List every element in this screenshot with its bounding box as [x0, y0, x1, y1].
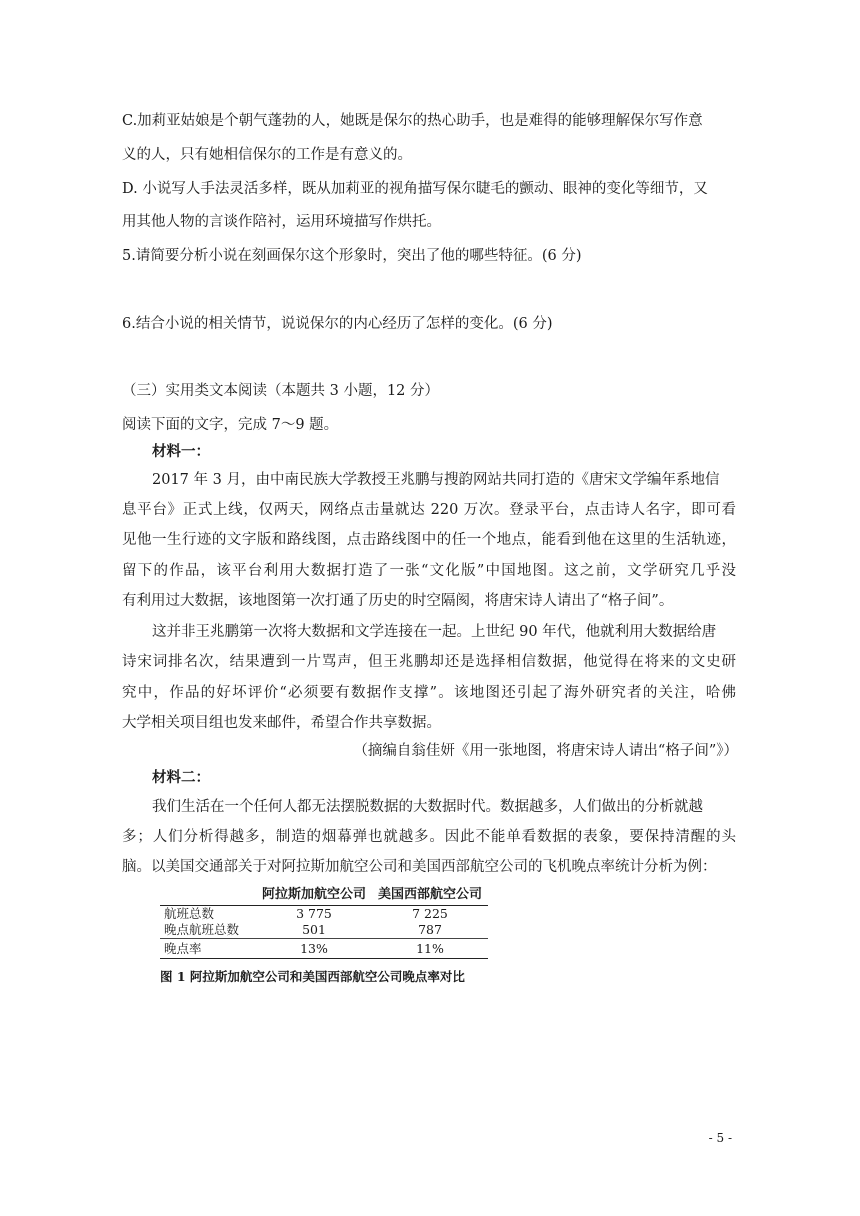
table-row [160, 939, 488, 959]
table-cell: 晚点航班总数 [164, 922, 240, 937]
material1-p1-line: 2017 年 3 月，由中南民族大学教授王兆鹏与搜韵网站共同打造的《唐宋文学编年系地信 [152, 472, 720, 488]
material1-p2-line: 这并非王兆鹏第一次将大数据和文学连接在一起。上世纪 90 年代，他就利用大数据给唐 [152, 624, 717, 640]
material2-p1-line: 脑。以美国交通部关于对阿拉斯加航空公司和美国西部航空公司的飞机晚点率统计分析为例： [122, 859, 717, 875]
section-title: （三）实用类文本阅读（本题共 3 小题，12 分） [122, 383, 440, 399]
table-row [160, 922, 488, 939]
table-cell: 晚点率 [160, 939, 256, 959]
table-cell: 航班总数 [164, 906, 215, 921]
table-cell: 3 775 [296, 906, 332, 921]
material1-p2-line: 大学相关项目组也发来邮件，希望合作共享数据。 [122, 715, 441, 731]
material1-p1-line: 留下的作品，该平台利用大数据打造了一张“文化版”中国地图。这之前，文学研究几乎没 [122, 563, 736, 579]
table-cell: 11% [372, 939, 488, 959]
material1-p1-line: 有利用过大数据，该地图第一次打通了历史的时空隔阂，将唐宋诗人请出了“格子间”。 [122, 593, 674, 609]
table-header-cell: 阿拉斯加航空公司 [256, 886, 372, 906]
material1-source: （摘编自翁佳妍《用一张地图，将唐宋诗人请出“格子间”》） [353, 743, 738, 759]
option-c-line1: C.加莉亚姑娘是个朝气蓬勃的人，她既是保尔的热心助手，也是难得的能够理解保尔写作意 [122, 113, 703, 129]
page-number: - 5 - [708, 1131, 732, 1145]
table-header-row [160, 886, 488, 906]
material1-p1-line: 息平台》正式上线，仅两天，网络点击量就达 220 万次。登录平台，点击诗人名字，即可看 [122, 502, 736, 518]
material1-heading: 材料一： [152, 443, 210, 460]
table-cell: 501 [302, 922, 326, 937]
table-header-cell [160, 886, 256, 906]
material2-p1-line: 我们生活在一个任何人都无法摆脱数据的大数据时代。数据越多，人们做出的分析就越 [152, 799, 703, 815]
material1-p2-line: 究中，作品的好坏评价“必须要有数据作支撑”。该地图还引起了海外研究者的关注，哈佛 [122, 685, 736, 701]
question-6: 6.结合小说的相关情节，说说保尔的内心经历了怎样的变化。(6 分) [122, 316, 553, 332]
material2-p1-line: 多；人们分析得越多，制造的烟幕弹也就越多。因此不能单看数据的表象，要保持清醒的头 [122, 829, 736, 845]
material1-p2-line: 诗宋词排名次，结果遭到一片骂声，但王兆鹏却还是选择相信数据，他觉得在将来的文史研 [122, 654, 736, 670]
figure-caption: 图 1 阿拉斯加航空公司和美国西部航空公司晚点率对比 [160, 969, 465, 984]
figure-1 [160, 886, 490, 985]
table-header-cell: 美国西部航空公司 [372, 886, 488, 906]
section-instruction: 阅读下面的文字，完成 7～9 题。 [122, 417, 339, 433]
material2-heading: 材料二： [152, 769, 210, 786]
question-5: 5.请简要分析小说在刻画保尔这个形象时，突出了他的哪些特征。(6 分) [122, 248, 582, 264]
table-cell: 7 225 [412, 906, 448, 921]
table-cell: 13% [256, 939, 372, 959]
table-row [160, 906, 488, 923]
option-c-line2: 义的人，只有她相信保尔的工作是有意义的。 [122, 147, 412, 163]
option-d-line1: D. 小说写人手法灵活多样，既从加莉亚的视角描写保尔睫毛的颤动、眼神的变化等细节，又 [122, 181, 708, 197]
option-d-line2: 用其他人物的言谈作陪衬，运用环境描写作烘托。 [122, 214, 441, 230]
table-cell: 787 [418, 922, 442, 937]
delay-rate-table [160, 886, 488, 959]
material1-p1-line: 见他一生行迹的文字版和路线图，点击路线图中的任一个地点，能看到他在这里的生活轨迹， [122, 532, 736, 548]
